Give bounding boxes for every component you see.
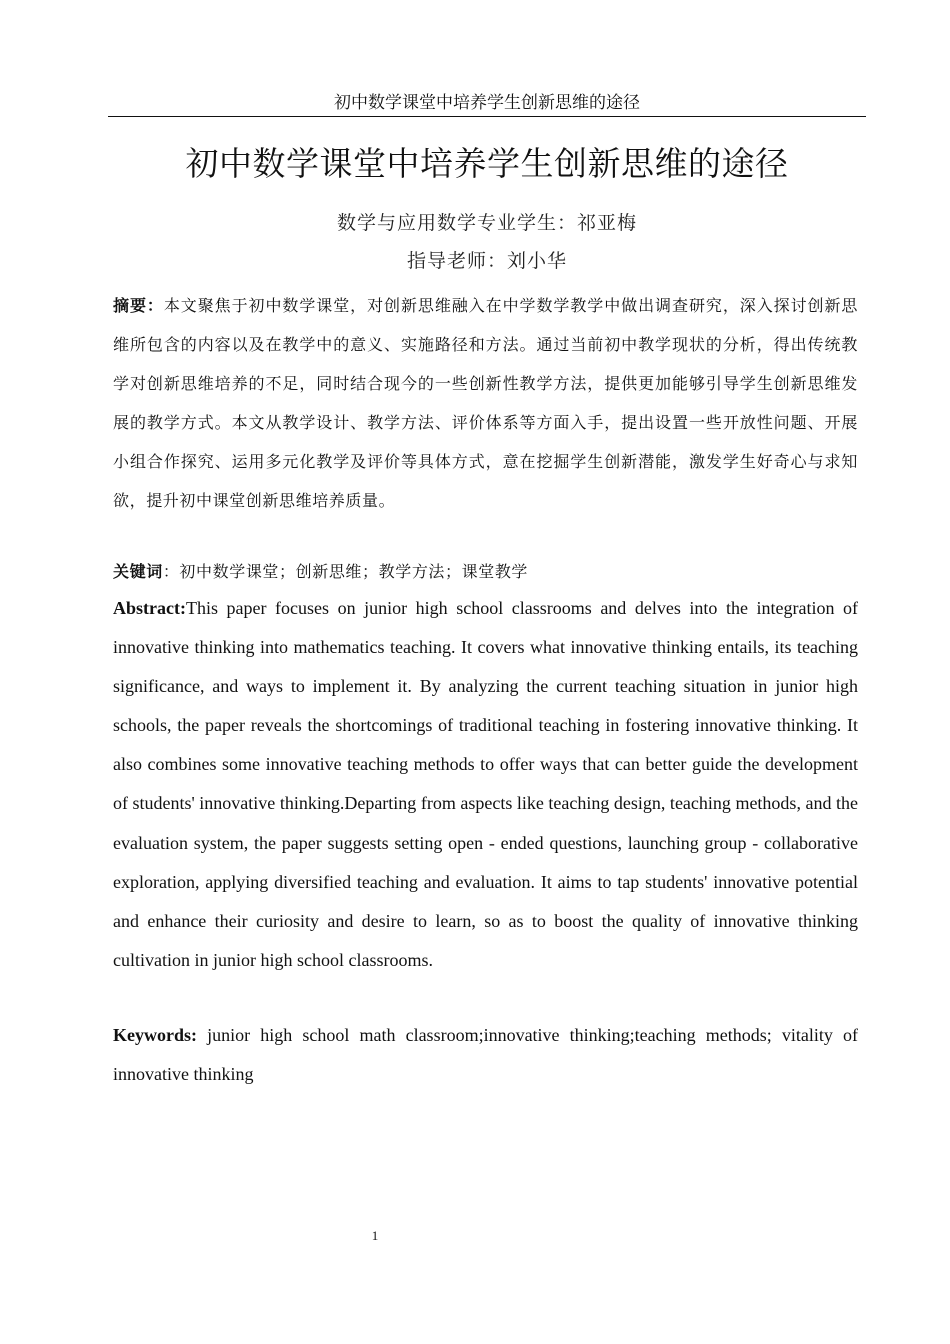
page-number: 1 [371, 1228, 379, 1243]
advisor-line: 指导老师：刘小华 [406, 250, 567, 272]
keywords-chinese-label: 关键词 [113, 562, 163, 581]
running-header [108, 92, 866, 117]
abstract-english-label: Abstract: [113, 598, 186, 618]
abstract-chinese [113, 286, 858, 520]
abstract-chinese-text: 本文聚焦于初中数学课堂，对创新思维融入在中学数学教学中做出调查研究，深入探讨创新思维所包含的内容以及在教学中的意义、实施路径和方法。通过当前初中教学现状的分析，得出传统教学对创新思维培养的不足，同时结合现今的一些创新性教学方法，提供更加能够引导学生创新思维发展的教学方式。本文从教学设计、教学方法、评价体系等方面入手，提出设置一些开放性问题、开展小组合作探究、运用多元化教学及评价等具体方式，意在挖掘学生创新潜能，激发学生好奇心与求知欲，提升初中课堂创新思维培养质量。 [113, 296, 858, 510]
keywords-chinese [113, 552, 858, 591]
abstract-english [113, 589, 858, 980]
paper-title: 初中数学课堂中培养学生创新思维的途径 [185, 144, 789, 183]
keywords-english-text: junior high school math classroom;innovative thinking;teaching methods; vitality of innovative thinking [113, 1025, 858, 1085]
running-header-title: 初中数学课堂中培养学生创新思维的途径 [334, 93, 640, 113]
keywords-chinese-text: ：初中数学课堂；创新思维；教学方法；课堂教学 [162, 562, 529, 581]
keywords-english-label: Keywords: [113, 1025, 197, 1045]
abstract-english-text: This paper focuses on junior high school classrooms and delves into the integration of innovative thinking into mathematics teaching. It covers what innovative thinking entails, its teaching significance, and ways to implement it. By analyzing the current teaching situation in junior high schools, the paper reveals the shortcomings of traditional teaching in fostering innovative thinking. It also combines some innovative teaching methods to offer ways that can better guide the development of students' innovative thinking.Departing from aspects like teaching design, teaching methods, and the evaluation system, the paper suggests setting open - ended questions, launching group - collaborative exploration, applying diversified teaching and evaluation. It aims to tap students' innovative potential and enhance their curiosity and desire to learn, so as to boost the quality of innovative thinking cultivation in junior high school classrooms. [113, 598, 858, 970]
keywords-english [113, 1016, 858, 1094]
student-author-line: 数学与应用数学专业学生：祁亚梅 [336, 212, 637, 234]
abstract-chinese-label: 摘要： [113, 296, 164, 315]
